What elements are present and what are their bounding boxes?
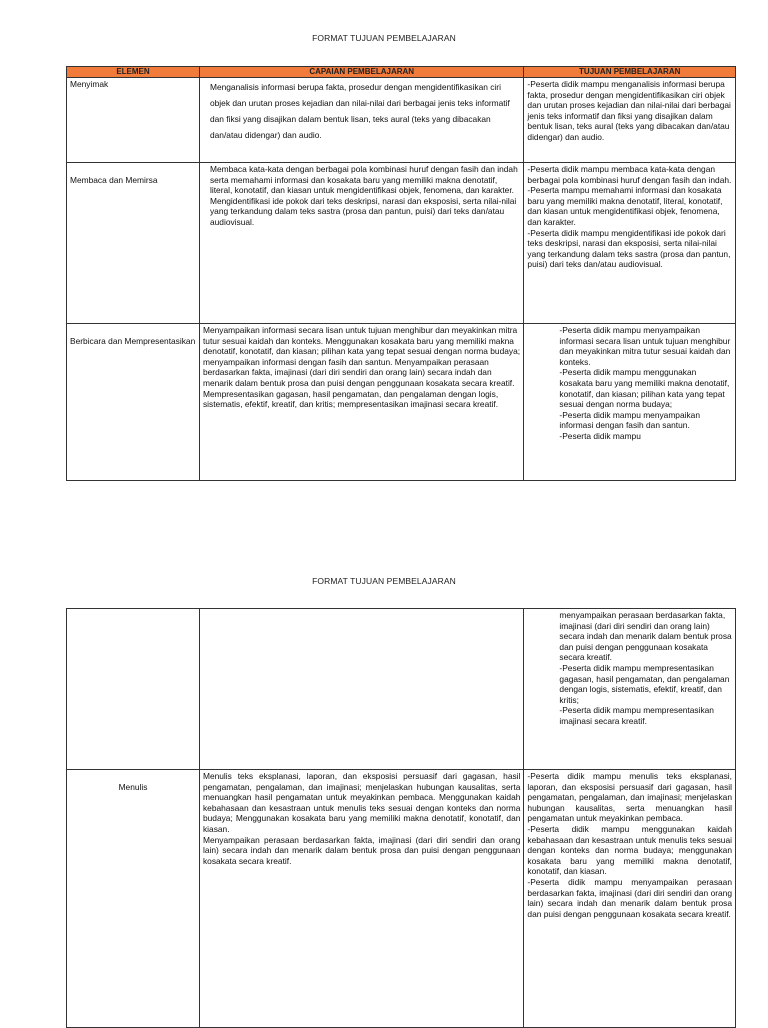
cell-elemen: Menyimak bbox=[67, 78, 200, 163]
table-row bbox=[67, 78, 736, 163]
cell-tujuan: -Peserta didik mampu membaca kata-kata dengan berbagai pola kombinasi huruf dengan fasih dan indah. -Peserta mampu memahami informasi dan kosakata baru yang memiliki makna denotatif, literal, konotatif, dan kiasan untuk mengidentifikasi objek, fenomena, dan karakter. -Peserta didik mampu mengidentifikasi ide pokok dari teks deskripsi, narasi dan eksposisi, serta nilai-nilai yang terkandung dalam teks sastra (prosa dan pantun, puisi) dari teks dan/atau audiovisual. bbox=[524, 163, 736, 324]
header-elemen: ELEMEN bbox=[67, 67, 200, 78]
cell-capaian: Menyampaikan informasi secara lisan untuk tujuan menghibur dan meyakinkan mitra tutur sesuai kaidah dan konteks. Menggunakan kosakata baru yang memiliki makna denotatif, konotatif, dan kiasan; pilihan kata yang tepat sesuai dengan norma budaya; menyampaikan informasi dengan fasih dan santun. Menyampaikan perasaan berdasarkan fakta, imajinasi (dari diri sendiri dan orang lain) secara indah dan menarik dalam bentuk prosa dan puisi dengan penggunaan kosakata secara kreatif. Mempresentasikan gagasan, hasil pengamatan, dan pengalaman dengan logis, sistematis, efektif, kreatif, dan kritis; mempresentasikan imajinasi secara kreatif. bbox=[199, 324, 523, 481]
cell-elemen: Berbicara dan Mempresentasikan bbox=[67, 324, 200, 481]
cell-capaian: Menganalisis informasi berupa fakta, prosedur dengan mengidentifikasikan ciri objek dan urutan proses kejadian dan nilai-nilai dari berbagai jenis teks informatif dan fiksi yang disajikan dalam bentuk lisan, teks aural (teks yang dibacakan dan/atau didengar) dan audio. bbox=[199, 78, 523, 163]
page-title: FORMAT TUJUAN PEMBELAJARAN bbox=[312, 576, 456, 586]
header-tujuan: TUJUAN PEMBELAJARAN bbox=[524, 67, 736, 78]
learning-objectives-table bbox=[66, 66, 736, 481]
cell-capaian: Menulis teks eksplanasi, laporan, dan eksposisi persuasif dari gagasan, hasil pengamatan, pengalaman, dan imajinasi; menjelaskan hubungan kausalitas, serta menuangkan hasil pengamatan untuk meyakinkan pembaca. Menggunakan kaidah kebahasaan dan kesastraan untuk menulis teks sesuai dengan konteks dan norma budaya; Menggunakan kosakata baru yang memiliki makna denotatif, konotatif, dan kiasan. Menyampaikan perasaan berdasarkan fakta, imajinasi (dari diri sendiri dan orang lain) secara indah dan menarik dalam bentuk prosa dan puisi dengan penggunaan kosakata secara kreatif. bbox=[199, 770, 523, 1028]
table-row bbox=[67, 163, 736, 324]
page-title: FORMAT TUJUAN PEMBELAJARAN bbox=[312, 33, 456, 43]
table-row bbox=[67, 609, 736, 770]
table-row bbox=[67, 770, 736, 1028]
cell-elemen bbox=[67, 609, 200, 770]
table-row bbox=[67, 324, 736, 481]
cell-elemen: Membaca dan Memirsa bbox=[67, 163, 200, 324]
cell-capaian bbox=[199, 609, 523, 770]
cell-tujuan: -Peserta didik mampu menyampaikan informasi secara lisan untuk tujuan menghibur dan meyakinkan mitra tutur sesuai kaidah dan konteks. -Peserta didik mampu menggunakan kosakata baru yang memiliki makna denotatif, konotatif, dan kiasan; pilihan kata yang tepat sesuai dengan norma budaya; -Peserta didik mampu menyampaikan informasi dengan fasih dan santun. -Peserta didik mampu bbox=[524, 324, 736, 481]
cell-elemen: Menulis bbox=[67, 770, 200, 1028]
cell-tujuan: -Peserta didik mampu menganalisis informasi berupa fakta, prosedur dengan mengidentifikasikan ciri objek dan urutan proses kejadian dan nilai-nilai dari berbagai jenis teks informatif dan fiksi yang disajikan dalam bentuk lisan, teks aural (teks yang dibacakan dan/atau didengar) dan audio. bbox=[524, 78, 736, 163]
cell-tujuan: -Peserta didik mampu menulis teks eksplanasi, laporan, dan eksposisi persuasif dari gagasan, hasil pengamatan, pengalaman, dan imajinasi; menjelaskan hubungan kausalitas, serta menuangkan hasil pengamatan untuk meyakinkan pembaca. -Peserta didik mampu menggunakan kaidah kebahasaan dan kesastraan untuk menulis teks sesuai dengan konteks dan norma budaya; menggunakan kosakata baru yang memiliki makna denotatif, konotatif, dan kiasan. -Peserta didik mampu menyampaikan perasaan berdasarkan fakta, imajinasi (dari diri sendiri dan orang lain) secara indah dan menarik dalam bentuk prosa dan puisi dengan penggunaan kosakata secara kreatif. bbox=[524, 770, 736, 1028]
header-capaian: CAPAIAN PEMBELAJARAN bbox=[199, 67, 523, 78]
cell-tujuan: menyampaikan perasaan berdasarkan fakta, imajinasi (dari diri sendiri dan orang lain) secara indah dan menarik dalam bentuk prosa dan puisi dengan penggunaan kosakata secara kreatif. -Peserta didik mampu mempresentasikan gagasan, hasil pengamatan, dan pengalaman dengan logis, sistematis, efektif, kreatif, dan kritis; -Peserta didik mampu mempresentasikan imajinasi secara kreatif. bbox=[524, 609, 736, 770]
table-header-row bbox=[67, 67, 736, 78]
learning-objectives-table-continued bbox=[66, 608, 736, 1028]
cell-capaian: Membaca kata-kata dengan berbagai pola kombinasi huruf dengan fasih dan indah serta memahami informasi dan kosakata baru yang memiliki makna denotatif, literal, konotatif, dan kiasan untuk mengidentifikasi objek, fenomena, dan karakter. Mengidentifikasi ide pokok dari teks deskripsi, narasi dan eksposisi, serta nilai-nilai yang terkandung dalam teks sastra (prosa dan pantun, puisi) dari teks dan/atau audiovisual. bbox=[199, 163, 523, 324]
